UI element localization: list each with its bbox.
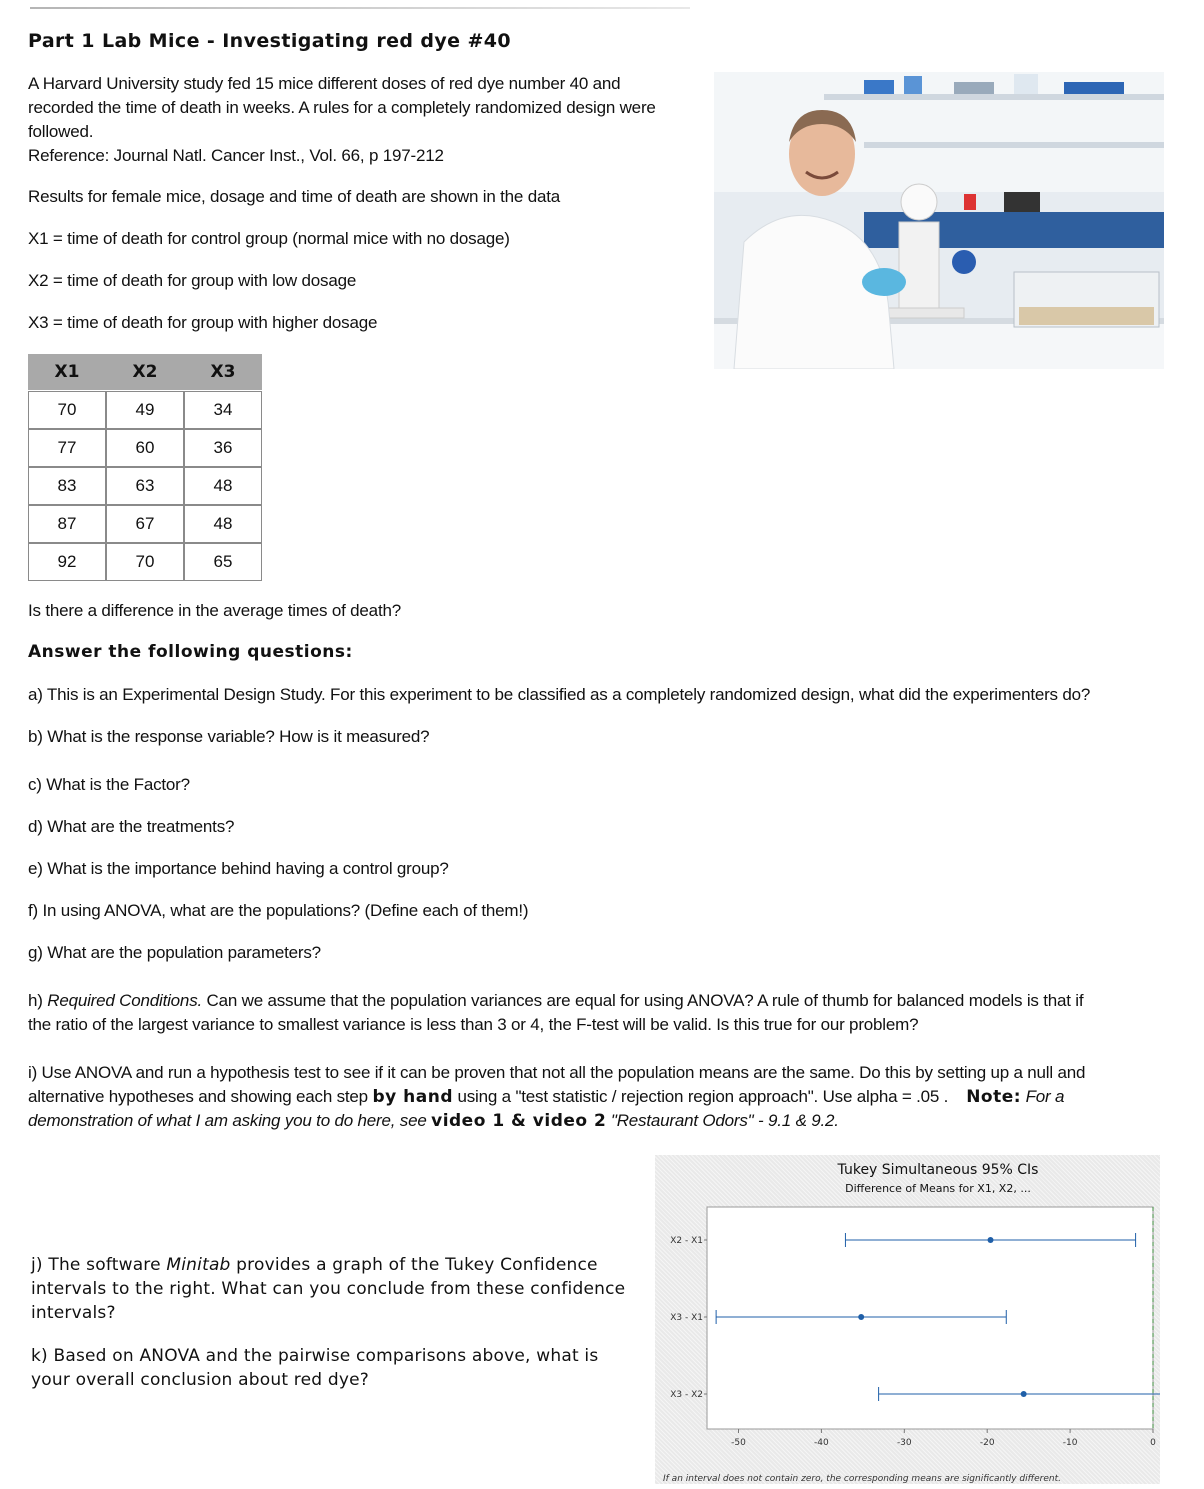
top-divider [30,7,690,9]
question-h [28,989,1178,1037]
table-cell: 70 [106,543,184,581]
lab-photo [714,72,1164,369]
question-i-line-2a: alternative hypotheses and showing each step [28,1087,373,1106]
question-j-line-3: intervals? [31,1303,116,1323]
table-header-x1: X1 [28,354,106,390]
x2-definition: X2 = time of death for group with low dosage [28,271,357,290]
title-part: Part 1 Lab Mice [28,30,200,52]
reference-text: Reference: Journal Natl. Cancer Inst., Vol. 66, p 197-212 [28,146,444,165]
chart-subtitle: Difference of Means for X1, X2, ... [845,1182,1031,1195]
question-h-prefix: h) [28,991,48,1010]
x1-definition: X1 = time of death for control group (normal mice with no dosage) [28,229,510,248]
x3-definition: X3 = time of death for group with higher dosage [28,313,378,332]
question-i-italic-1: For a [1021,1087,1065,1106]
question-i-line-1: i) Use ANOVA and run a hypothesis test to see if it can be proven that not all the population means are the same. Do this by setting up a null and [28,1063,1086,1082]
table-cell: 60 [106,429,184,467]
question-h-line-1: Can we assume that the population variances are equal for using ANOVA? A rule of thumb for balanced models is that if [202,991,1084,1010]
x-tick-label: -30 [896,1438,912,1448]
question-c: c) What is the Factor? [28,775,190,794]
y-category-label: X3 - X1 [670,1313,703,1323]
x-tick-label: -10 [1062,1438,1078,1448]
x-tick-label: 0 [1150,1438,1156,1448]
study-line-3: followed. [28,122,94,141]
table-cell: 67 [106,505,184,543]
intro-paragraph [28,72,656,168]
table-cell: 49 [106,391,184,429]
results-text: Results for female mice, dosage and time of death are shown in the data [28,187,560,206]
table-cell: 63 [106,467,184,505]
main-question: Is there a difference in the average times of death? [28,601,401,620]
question-h-line-2: the ratio of the largest variance to smallest variance is less than 3 or 4, the F-test will be valid. Is this true for our problem? [28,1015,919,1034]
table-cell: 48 [184,505,262,543]
table-row [28,429,262,467]
interval-estimate-point [988,1237,994,1243]
table-cell: 36 [184,429,262,467]
x-tick-label: -50 [731,1438,746,1448]
data-table [28,354,262,581]
question-j-pre: j) The software [31,1255,167,1275]
chart-footnote: If an interval does not contain zero, the corresponding means are significantly different. [663,1474,1061,1484]
question-e: e) What is the importance behind having a control group? [28,859,449,878]
question-a: a) This is an Experimental Design Study. For this experiment to be classified as a completely randomized design, what did the experimenters do? [28,685,1091,704]
y-category-label: X2 - X1 [670,1236,703,1246]
question-d: d) What are the treatments? [28,817,235,836]
question-k [31,1344,656,1392]
x-tick-label: -40 [814,1438,829,1448]
table-header-x3: X3 [184,354,262,390]
answer-heading: Answer the following questions: [28,642,353,662]
table-cell: 34 [184,391,262,429]
study-line-2: recorded the time of death in weeks. A rules for a completely randomized design were [28,98,656,117]
question-i-bold-by-hand: by hand [372,1087,453,1107]
question-f: f) In using ANOVA, what are the populations? (Define each of them!) [28,901,529,920]
title-topic: Investigating red dye #40 [222,30,512,52]
question-i-line-3b: "Restaurant Odors" - 9.1 & 9.2. [606,1111,839,1130]
question-k-line-2: your overall conclusion about red dye? [31,1370,369,1390]
question-j-italic: Minitab [166,1255,231,1275]
x-tick-label: -20 [979,1438,995,1448]
table-cell: 87 [28,505,106,543]
question-k-line-1: k) Based on ANOVA and the pairwise comparisons above, what is [31,1346,599,1366]
interval-estimate-point [858,1314,864,1320]
table-cell: 70 [28,391,106,429]
y-category-label: X3 - X2 [670,1390,703,1400]
question-j [31,1253,656,1325]
title-dash: - [199,30,223,52]
page-title [28,30,511,52]
table-cell: 92 [28,543,106,581]
table-header-x2: X2 [106,354,184,390]
question-i-line-3a: demonstration of what I am asking you to do here, see [28,1111,432,1130]
lab-photo-illustration [714,72,1164,369]
tukey-chart [655,1155,1160,1484]
question-i-video-links[interactable]: video 1 & video 2 [431,1111,607,1131]
table-row [28,543,262,581]
question-i-line-2b: using a "test statistic / rejection region approach". Use alpha = .05 . [452,1087,949,1106]
question-j-post: provides a graph of the Tukey Confidence [230,1255,598,1275]
tukey-chart-svg [655,1155,1160,1484]
table-row [28,505,262,543]
table-row [28,391,262,429]
study-line-1: A Harvard University study fed 15 mice different doses of red dye number 40 and [28,74,621,93]
table-cell: 48 [184,467,262,505]
question-j-line-2: intervals to the right. What can you conclude from these confidence [31,1279,626,1299]
question-h-italic: Required Conditions. [47,991,203,1010]
table-cell: 65 [184,543,262,581]
chart-title: Tukey Simultaneous 95% CIs [837,1162,1039,1178]
table-header-row [28,354,262,390]
table-row [28,467,262,505]
question-b: b) What is the response variable? How is it measured? [28,727,430,746]
table-cell: 83 [28,467,106,505]
table-cell: 77 [28,429,106,467]
question-g: g) What are the population parameters? [28,943,321,962]
question-i [28,1061,1188,1133]
question-i-note: Note: [966,1087,1022,1107]
interval-estimate-point [1021,1391,1027,1397]
